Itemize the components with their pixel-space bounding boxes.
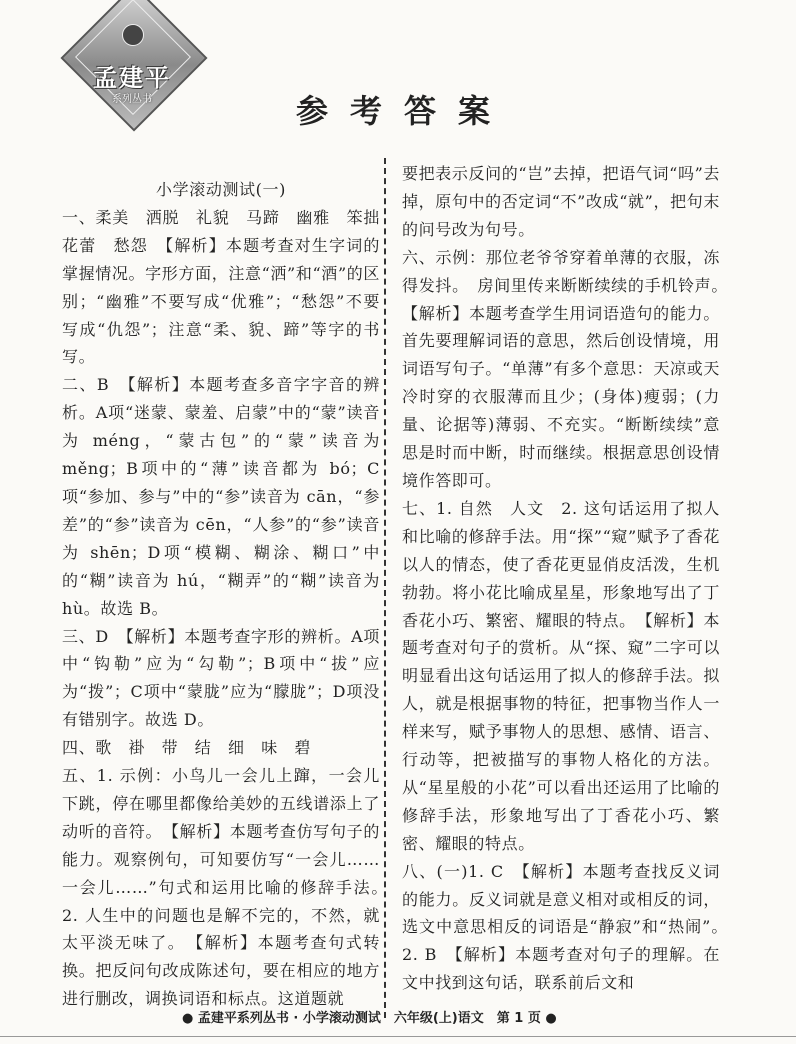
answer-paragraph: 八、(一)1. C 【解析】本题考查找反义词的能力。反义词就是意义相对或相反的词，选文中意思相反的词语是“静寂”和“热闹”。 2. B 【解析】本题考查对句子的理解。在文中找到这句话，联系前后文和 bbox=[402, 861, 737, 993]
page-footer: ● 孟建平系列丛书 · 小学滚动测试 六年级(上)语文 第 1 页 ● bbox=[182, 1011, 557, 1026]
answer-paragraph: 二、B 【解析】本题考查多音字字音的辨析。A项“迷蒙、蒙羞、启蒙”中的“蒙”读音为 méng，“蒙古包”的“蒙”读音为 měng；B项中的“薄”读音都为 bó；C项“参加、参与”中的“参”读音为 cān，“参差”的“参”读音为 cēn，“人参”的“参”读音为 shēn；D项“模糊、糊涂、糊口”中的“糊”读音为 hú，“糊弄”的“糊”读音为 hù。故选 B。 bbox=[62, 375, 380, 618]
logo-name: 孟建平 bbox=[93, 63, 171, 92]
right-column bbox=[402, 160, 737, 997]
page-title: 参考答案 bbox=[296, 92, 513, 130]
answer-paragraph: 一、柔美 洒脱 礼貌 马蹄 幽雅 笨拙 花蕾 愁怨 【解析】本题考查对生字词的掌握情况。字形方面，注意“洒”和“酒”的区别；“幽雅”不要写成“优雅”；“愁怨”不要写成“仇怨”；注意“柔、貌、蹄”等字的书写。 bbox=[62, 207, 397, 367]
answer-paragraph: 七、1. 自然 人文 2. 这句话运用了拟人和比喻的修辞手法。用“探”“窥”赋予了香花以人的情态，使了香花更显俏皮活泼，生机勃勃。将小花比喻成星星，形象地写出了丁香花小巧、繁密、耀眼的特点。 【解析】本题考查对句子的赏析。从“探、窥”二字可以明显看出这句话运用了拟人的修辞手法。拟人，就是根据事物的特征，把事物当作人一样来写，赋予事物人的思想、感情、语言、行动等，把被描写的事物人格化的方法。从“星星般的小花”可以看出还运用了比喻的修辞手法，形象地写出了丁香花小巧、繁密、耀眼的特点。 bbox=[402, 498, 720, 853]
logo-subtitle: 系列丛书 bbox=[112, 94, 152, 105]
logo-emblem-icon bbox=[122, 24, 144, 46]
answer-paragraph: 三、D 【解析】本题考查字形的辨析。A项中“钩勒”应为“勾勒”；B项中“拔”应为“拨”；C项中“蒙胧”应为“朦胧”；D项没有错别字。故选 D。 bbox=[62, 626, 380, 730]
answer-paragraph: 六、示例：那位老爷爷穿着单薄的衣服，冻得发抖。 房间里传来断断续续的手机铃声。 【解析】本题考查学生用词语造句的能力。首先要理解词语的意思，然后创设情境，用词语写句子。“单薄”有多个意思：天凉或天冷时穿的衣服薄而且少；(身体)瘦弱；(力量、论据等)薄弱、不充实。“断断续续”意思是时而中断，时而继续。根据意思创设情境作答即可。 bbox=[402, 247, 737, 490]
left-column bbox=[62, 176, 397, 1013]
series-logo bbox=[64, 10, 200, 128]
bottom-rule bbox=[0, 1036, 796, 1037]
answer-paragraph: 要把表示反问的“岂”去掉，把语气词“吗”去掉，原句中的否定词“不”改成“就”，把句末的问号改为句号。 bbox=[402, 164, 720, 239]
section-title: 小学滚动测试(一) bbox=[156, 180, 286, 199]
answer-paragraph: 五、1. 示例：小鸟儿一会儿上蹿，一会儿下跳，停在哪里都像给美妙的五线谱添上了动听的音符。 【解析】本题考查仿写句子的能力。观察例句，可知要仿写“一会儿……一会儿……”句式和运用比喻的修辞手法。 2. 人生中的问题也是解不完的，不然，就太平淡无味了。 【解析】本题考查句式转换。把反问句改成陈述句，要在相应的地方进行删改，调换词语和标点。这道题就 bbox=[62, 766, 397, 1009]
answer-paragraph: 四、歌 褂 带 结 细 味 碧 bbox=[62, 738, 312, 758]
